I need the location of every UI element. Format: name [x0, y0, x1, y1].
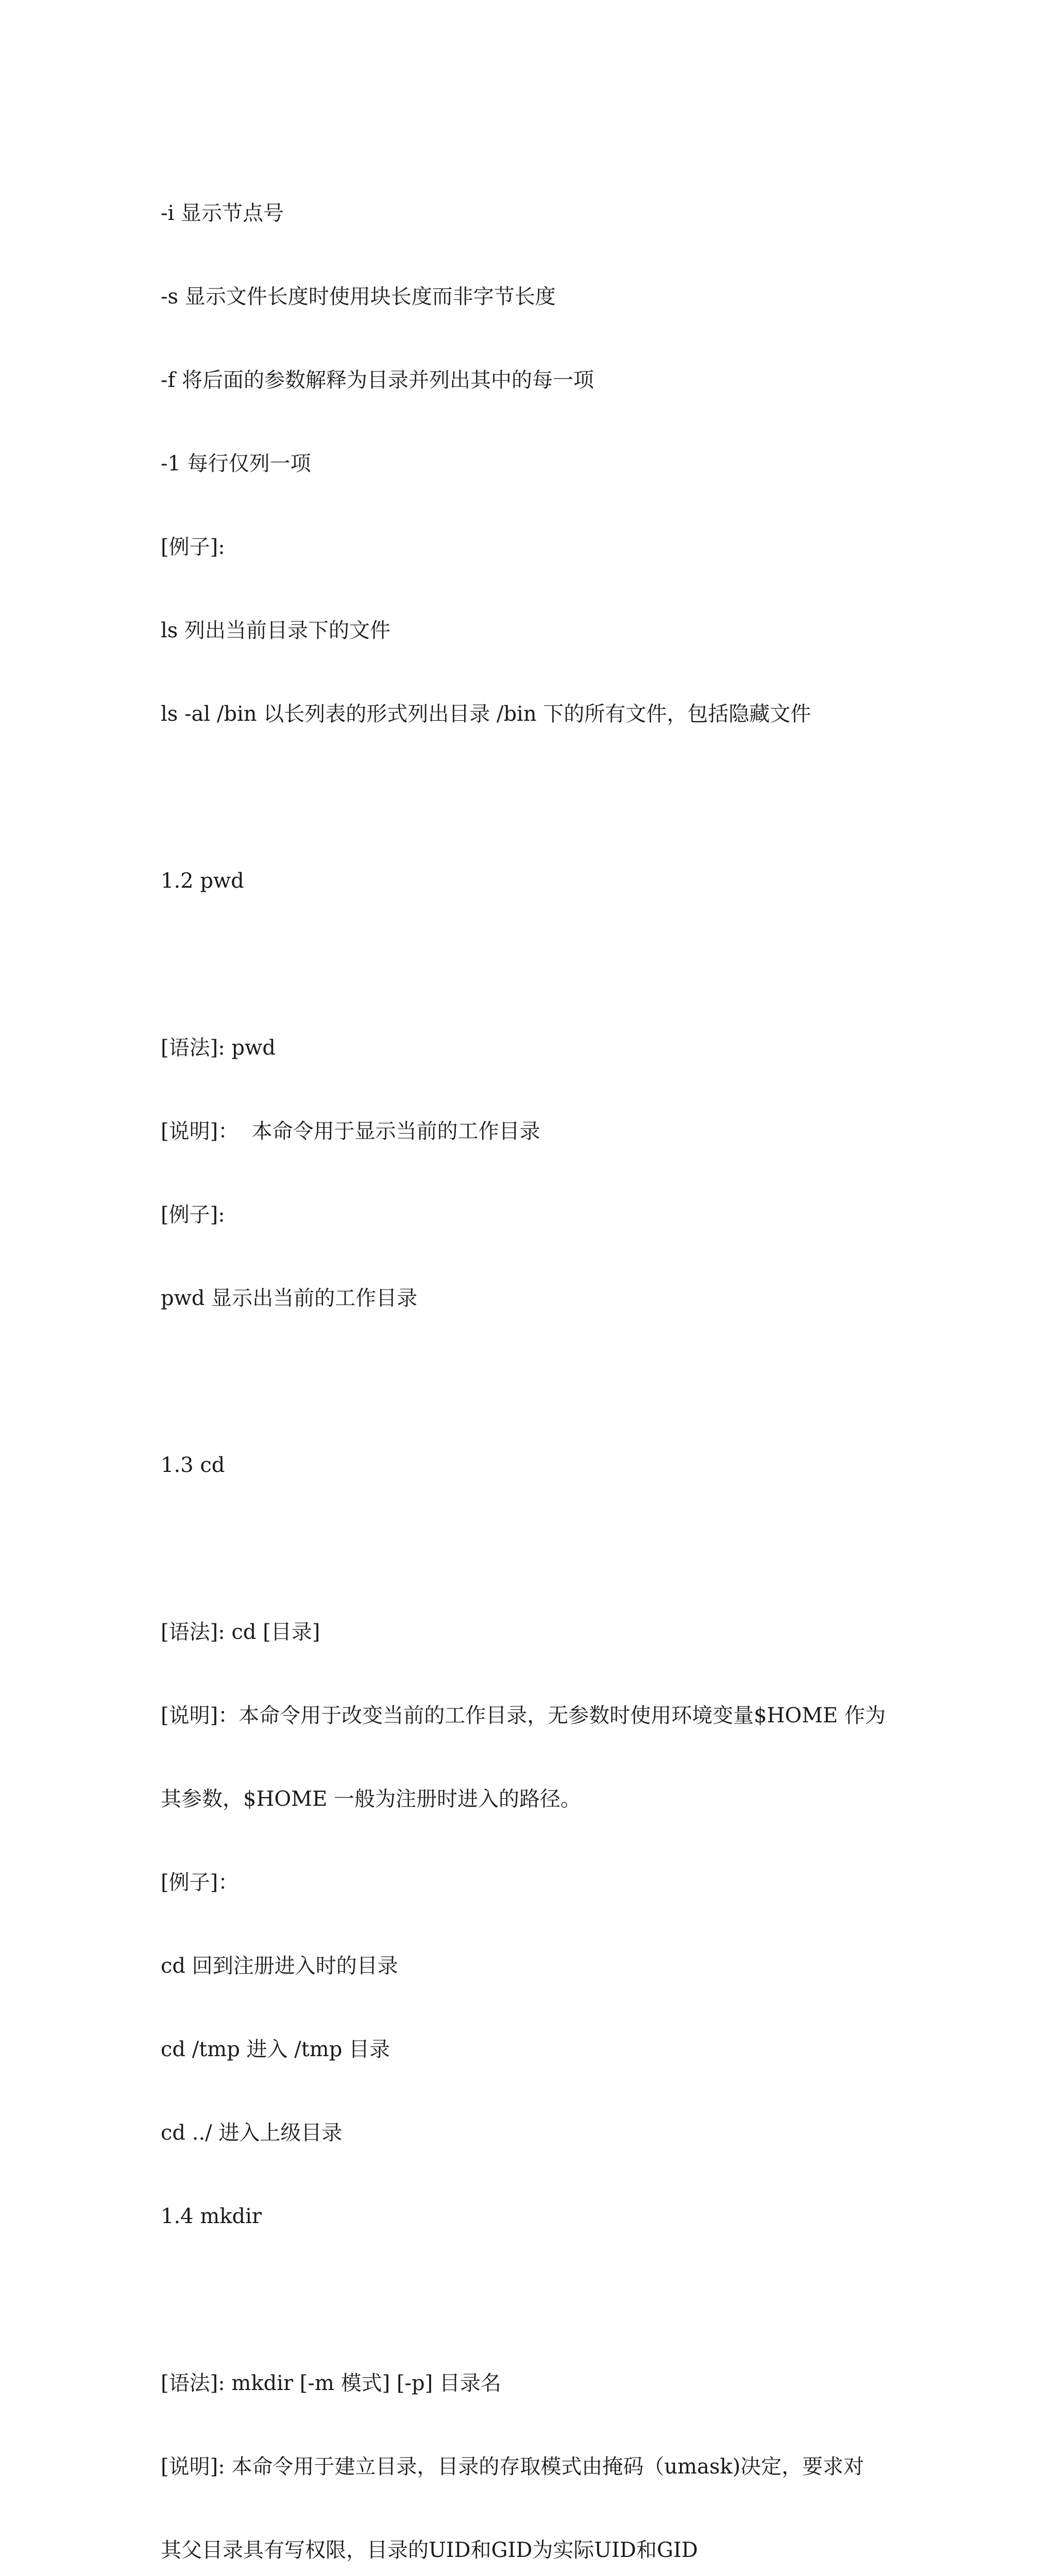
text-line: [例子]: [161, 535, 225, 559]
text-line: 其参数，$HOME 一般为注册时进入的路径。 [161, 1787, 581, 1811]
text-line: [说明]： 本命令用于显示当前的工作目录 [161, 1120, 540, 1143]
text-line: [例子]: [161, 1203, 225, 1227]
text-line: cd /tmp 进入 /tmp 目录 [161, 2038, 390, 2061]
text-line: [说明]: 本命令用于建立目录，目录的存取模式由掩码（umask)决定，要求对 [161, 2455, 864, 2479]
text-line: [说明]：本命令用于改变当前的工作目录，无参数时使用环境变量$HOME 作为 [161, 1704, 886, 1727]
blank-line [161, 951, 903, 978]
section-heading: 1.4 mkdir [161, 2205, 262, 2228]
blank-line [161, 1368, 903, 1396]
text-line: -s 显示文件长度时使用块长度而非字节长度 [161, 285, 556, 309]
blank-line [161, 784, 903, 811]
document-body [161, 144, 903, 2576]
text-line: cd ../ 进入上级目录 [161, 2121, 343, 2145]
text-line: pwd 显示出当前的工作目录 [161, 1286, 418, 1310]
text-line: ls 列出当前目录下的文件 [161, 619, 391, 642]
text-line: -i 显示节点号 [161, 201, 284, 225]
text-line: [例子]： [161, 1871, 239, 1894]
text-line: 其父目录具有写权限，目录的UID和GID为实际UID和GID [161, 2538, 698, 2562]
text-line: [语法]: pwd [161, 1036, 276, 1060]
text-line: cd 回到注册进入时的目录 [161, 1954, 398, 1978]
blank-line [161, 1535, 903, 1563]
text-line: [语法]: mkdir [-m 模式] [-p] 目录名 [161, 2371, 501, 2395]
text-line: -1 每行仅列一项 [161, 452, 311, 476]
section-heading: 1.3 cd [161, 1453, 225, 1477]
text-line: [语法]: cd [目录] [161, 1620, 320, 1644]
text-line: -f 将后面的参数解释为目录并列出其中的每一项 [161, 368, 594, 392]
text-line: ls -al /bin 以长列表的形式列出目录 /bin 下的所有文件，包括隐藏文件 [161, 702, 811, 726]
blank-line [161, 2286, 903, 2314]
section-heading: 1.2 pwd [161, 869, 244, 893]
